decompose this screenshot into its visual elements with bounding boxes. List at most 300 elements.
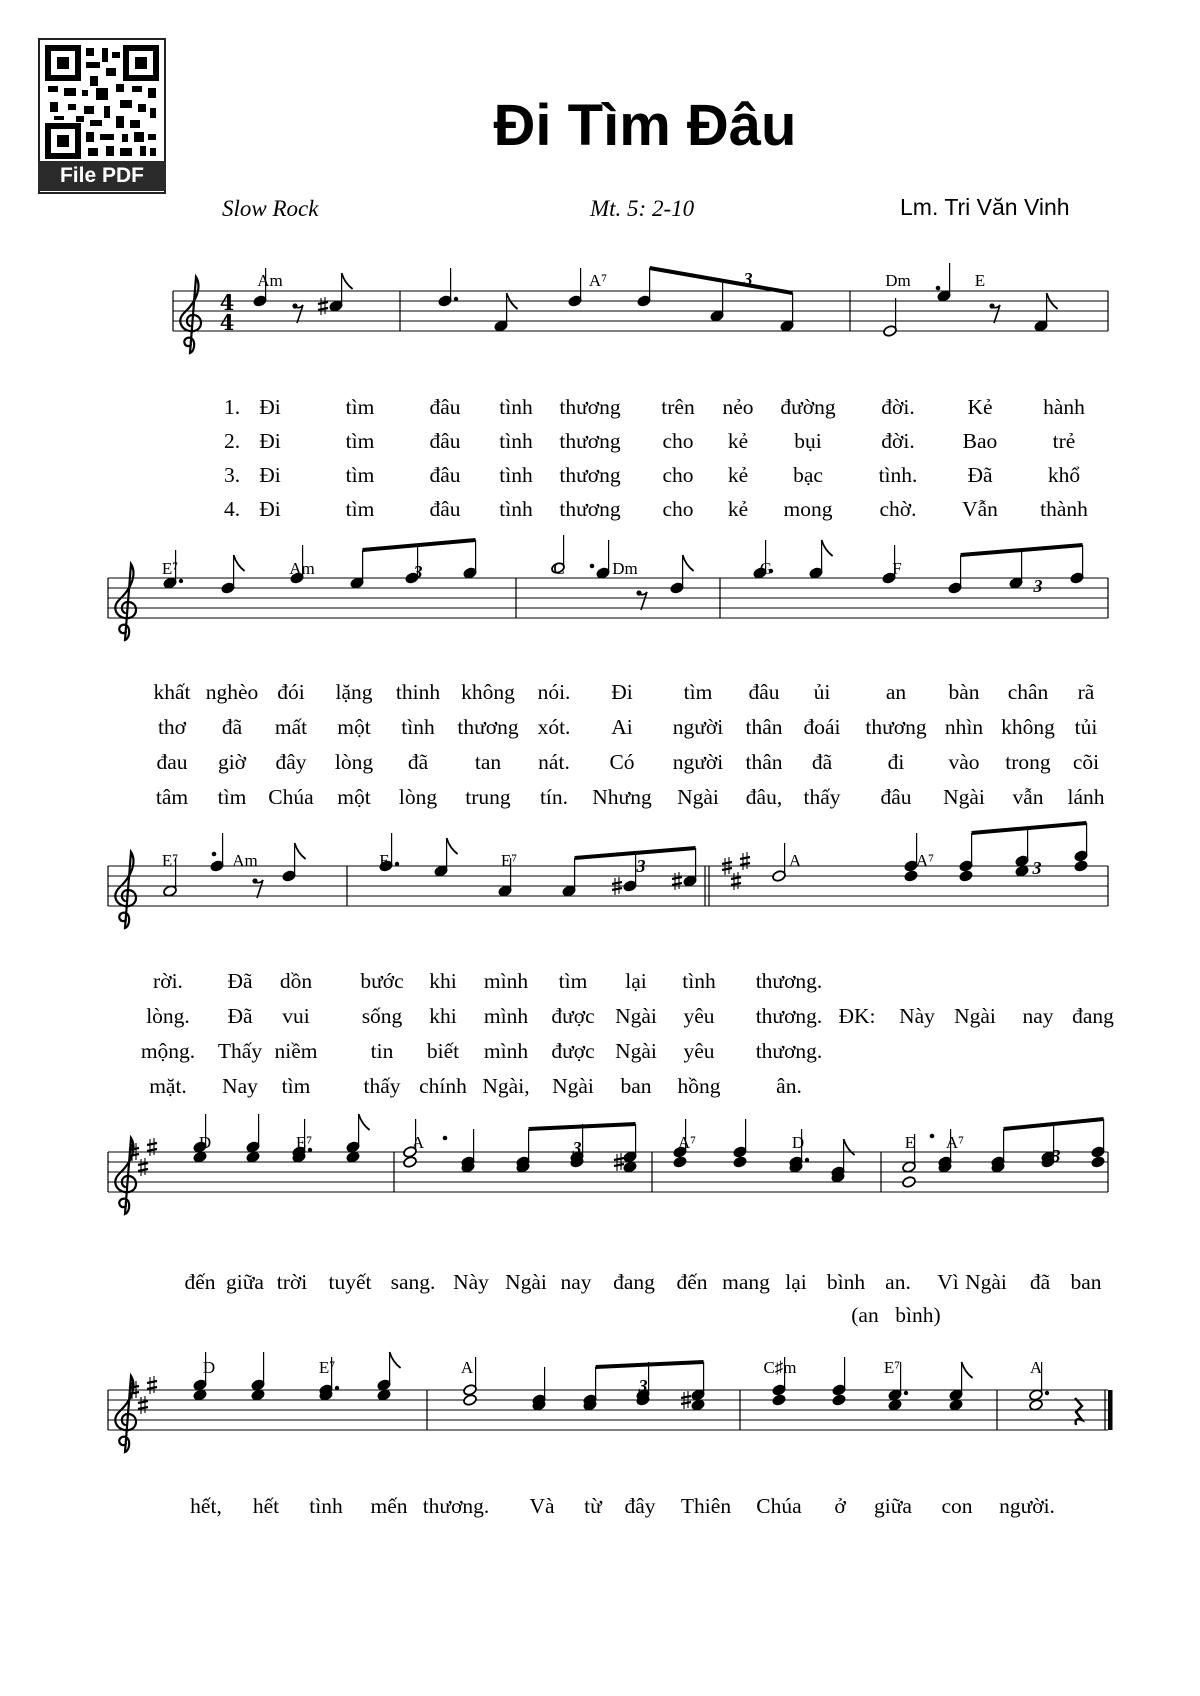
treble-clef <box>115 564 136 640</box>
lyric-syllable: tìm <box>281 1074 311 1098</box>
note-head <box>1091 1156 1106 1169</box>
note-head <box>772 1394 787 1407</box>
chord-symbol: A⁷ <box>915 851 935 870</box>
sharp-sign <box>147 1143 157 1145</box>
lyric-syllable: mong <box>783 497 833 521</box>
sharp-sign <box>318 308 328 310</box>
lyric-syllable: tình <box>682 969 716 993</box>
lyric-syllable: thương. <box>755 1039 823 1063</box>
sharp-sign <box>740 857 750 859</box>
breath-mark <box>930 1134 935 1139</box>
lyric-syllable: tình <box>499 395 533 419</box>
treble-clef <box>115 852 136 928</box>
lyric-syllable: mang <box>722 1270 770 1294</box>
note-flag <box>359 1114 370 1130</box>
lyric-syllable: Vẫn <box>962 497 998 521</box>
note-head <box>403 1156 418 1169</box>
lyric-syllable: ân. <box>776 1074 802 1098</box>
lyric-syllable: nát. <box>538 750 570 774</box>
note-head <box>1074 860 1089 873</box>
lyric-syllable: 2. <box>223 429 241 453</box>
sharp-sign <box>672 877 682 879</box>
lyric-syllable: Chúa <box>756 1494 802 1518</box>
lyric-syllable: nẻo <box>722 395 754 419</box>
lyric-syllable: Ngài <box>615 1039 657 1063</box>
lyric-syllable: Ai <box>611 715 633 739</box>
lyric-syllable: tuyết <box>328 1270 372 1294</box>
lyric-syllable: thấy <box>363 1074 401 1098</box>
file-pdf-label[interactable]: File PDF <box>38 161 166 191</box>
note-flag <box>822 540 833 556</box>
eighth-rest <box>992 305 1000 323</box>
sharp-sign <box>138 1407 148 1409</box>
lyric-syllable: người. <box>999 1494 1055 1518</box>
lyric-syllable: thương <box>865 715 927 739</box>
lyric-syllable: lặng <box>335 680 373 704</box>
lyric-syllable: thương. <box>755 969 823 993</box>
chord-symbol: A⁷ <box>588 271 608 290</box>
lyric-syllable: tìm <box>683 680 713 704</box>
chord-symbol: Dm <box>612 559 638 578</box>
note-head <box>902 1176 917 1189</box>
lyric-syllable: tìm <box>558 969 588 993</box>
lyric-syllable: đâu <box>429 429 461 453</box>
treble-clef <box>180 277 201 353</box>
lyric-syllable: vui <box>282 1004 310 1028</box>
lyric-syllable: không <box>461 680 515 704</box>
lyric-syllable: Và <box>529 1494 555 1518</box>
chord-symbol: Am <box>289 559 315 578</box>
lyric-syllable: ban <box>620 1074 652 1098</box>
lyric-syllable: đang <box>613 1270 655 1294</box>
lyric-syllable: chờ. <box>879 497 917 521</box>
lyric-syllable: Này <box>453 1270 489 1294</box>
lyric-syllable: rời. <box>153 969 183 993</box>
lyric-syllable: tìm <box>217 785 247 809</box>
note-dot <box>179 579 183 583</box>
eighth-rest <box>295 305 303 323</box>
lyric-syllable: thơ <box>157 715 187 739</box>
lyric-syllable: nay <box>1022 1004 1054 1028</box>
lyric-syllable: Bao <box>962 429 998 453</box>
note-dot <box>395 862 399 866</box>
breath-mark <box>443 1136 448 1141</box>
lyric-syllable: đói <box>277 680 305 704</box>
lyric-syllable: Thấy <box>217 1039 263 1063</box>
note-flag <box>844 1139 855 1155</box>
lyric-syllable: mặt. <box>149 1074 187 1098</box>
lyric-syllable: lánh <box>1067 785 1105 809</box>
triplet-mark: 3 <box>636 856 646 876</box>
lyric-syllable: bạc <box>793 463 823 487</box>
time-signature-top: 4 <box>219 290 235 315</box>
sharp-sign <box>722 862 732 864</box>
sharp-sign <box>147 1149 157 1151</box>
chord-symbol: A <box>1029 1358 1043 1377</box>
lyric-syllable: tìm <box>345 497 375 521</box>
lyric-syllable: khi <box>429 1004 457 1028</box>
chord-symbol: D <box>198 1133 212 1152</box>
sharp-sign <box>147 1381 157 1383</box>
note-dot <box>454 297 458 301</box>
lyric-syllable: một <box>337 715 371 739</box>
chord-symbol: E⁷ <box>295 1133 313 1152</box>
lyric-syllable: 1. <box>223 395 241 419</box>
lyric-syllable: đã <box>811 750 833 774</box>
lyric-syllable: thương. <box>755 1004 823 1028</box>
lyric-syllable: tình. <box>878 463 918 487</box>
lyric-syllable: Ngài <box>965 1270 1007 1294</box>
lyric-syllable: thinh <box>395 680 441 704</box>
lyric-syllable: Đi <box>259 395 281 419</box>
lyric-syllable: yêu <box>683 1039 715 1063</box>
lyric-syllable: được <box>551 1004 595 1028</box>
lyric-syllable: kẻ <box>727 463 749 487</box>
lyric-syllable: Đi <box>259 429 281 453</box>
breath-mark <box>936 286 941 291</box>
lyric-syllable: trung <box>465 785 511 809</box>
lyric-syllable: tủi <box>1074 715 1098 739</box>
lyric-syllable: mình <box>483 969 529 993</box>
chord-symbol: Dm <box>885 271 911 290</box>
chord-symbol: E⁷ <box>161 851 179 870</box>
lyric-syllable: Ngài <box>552 1074 594 1098</box>
lyric-syllable: thương <box>457 715 519 739</box>
lyric-syllable: trong <box>1005 750 1051 774</box>
chord-symbol: Am <box>232 851 258 870</box>
sharp-sign <box>612 888 622 890</box>
triplet-mark: 3 <box>638 1376 648 1396</box>
lyric-syllable: Nhưng <box>592 785 652 809</box>
lyric-syllable: vẫn <box>1012 785 1044 809</box>
chord-symbol: D <box>791 1133 805 1152</box>
lyric-syllable: tình <box>499 429 533 453</box>
note-flag <box>390 1352 401 1368</box>
lyric-syllable: ủi <box>813 680 831 704</box>
chord-symbol: E⁷ <box>500 851 518 870</box>
lyric-syllable: Ngài <box>677 785 719 809</box>
chord-symbol: A⁷ <box>677 1133 697 1152</box>
lyric-syllable: ở <box>834 1494 846 1518</box>
sharp-sign <box>614 1164 624 1166</box>
lyric-syllable: tìm <box>345 395 375 419</box>
lyric-syllable: thân <box>745 750 783 774</box>
lyric-syllable: tìm <box>345 429 375 453</box>
eighth-rest <box>639 592 647 610</box>
note-dot <box>335 1386 339 1390</box>
triplet-mark: 3 <box>743 269 753 289</box>
lyric-syllable: yêu <box>683 1004 715 1028</box>
triplet-mark: 3 <box>1032 858 1042 878</box>
lyric-syllable: thương <box>559 497 621 521</box>
lyric-syllable: thương. <box>422 1494 490 1518</box>
note-beam <box>972 823 1087 833</box>
chord-symbol: Am <box>257 271 283 290</box>
lyric-syllable: nhìn <box>944 715 984 739</box>
lyric-syllable: người <box>672 750 724 774</box>
lyric-syllable: đây <box>624 1494 656 1518</box>
lyric-syllable: con <box>941 1494 973 1518</box>
lyric-syllable: Vì <box>937 1270 959 1294</box>
lyric-syllable: cõi <box>1072 750 1100 774</box>
quarter-rest <box>1075 1398 1082 1425</box>
lyric-syllable: đường <box>780 395 836 419</box>
lyric-syllable: đến <box>676 1270 708 1294</box>
lyric-syllable: mình <box>483 1004 529 1028</box>
sharp-sign <box>672 883 682 885</box>
lyric-syllable: lại <box>625 969 647 993</box>
lyric-syllable: bình) <box>895 1303 941 1327</box>
lyric-syllable: Ngài <box>943 785 985 809</box>
lyric-syllable: rã <box>1077 680 1095 704</box>
breath-mark <box>590 564 595 569</box>
note-head <box>904 870 919 883</box>
lyric-syllable: Thiên <box>680 1494 732 1518</box>
lyric-syllable: Ngài <box>615 1004 657 1028</box>
lyric-syllable: Chúa <box>268 785 314 809</box>
note-flag <box>342 273 353 289</box>
time-signature-bottom: 4 <box>219 310 235 335</box>
lyric-syllable: Kẻ <box>967 395 993 419</box>
lyric-syllable: giữa <box>226 1270 264 1294</box>
song-title: Đi Tìm Đâu <box>493 93 797 158</box>
lyric-syllable: thành <box>1040 497 1088 521</box>
lyric-syllable: hành <box>1043 395 1085 419</box>
lyric-syllable: đây <box>275 750 307 774</box>
lyric-syllable: tình <box>401 715 435 739</box>
lyric-syllable: lòng. <box>146 1004 190 1028</box>
lyric-syllable: tình <box>309 1494 343 1518</box>
lyric-syllable: cho <box>662 497 694 521</box>
lyric-syllable: đoái <box>803 715 841 739</box>
lyric-syllable: Ngài <box>505 1270 547 1294</box>
sharp-sign <box>138 1169 148 1171</box>
note-flag <box>447 838 458 854</box>
note-beam <box>650 268 793 293</box>
chord-symbol: A⁷ <box>945 1133 965 1152</box>
triplet-mark: 3 <box>1051 1146 1061 1166</box>
lyric-syllable: bình <box>826 1270 866 1294</box>
lyric-syllable: giữa <box>874 1494 912 1518</box>
note-head <box>733 1156 748 1169</box>
note-dot <box>1045 1391 1049 1395</box>
lyric-syllable: ban <box>1070 1270 1102 1294</box>
lyric-syllable: mất <box>274 715 308 739</box>
lyric-syllable: cho <box>662 463 694 487</box>
eighth-rest <box>255 880 263 898</box>
lyric-syllable: tin <box>370 1039 394 1063</box>
lyric-syllable: chân <box>1007 680 1049 704</box>
lyric-syllable: Đã <box>967 463 993 487</box>
chord-symbol: E⁷ <box>883 1358 901 1377</box>
sharp-sign <box>612 882 622 884</box>
composer: Lm. Tri Văn Vinh <box>900 194 1070 220</box>
lyric-syllable: giờ <box>217 750 247 774</box>
note-head <box>463 1394 478 1407</box>
note-flag <box>683 555 694 571</box>
lyric-syllable: bụi <box>794 429 822 453</box>
lyric-syllable: 4. <box>223 497 241 521</box>
lyric-syllable: Đã <box>227 969 253 993</box>
chord-symbol: E⁷ <box>161 559 179 578</box>
lyric-syllable: dồn <box>279 969 313 993</box>
lyric-syllable: kẻ <box>727 429 749 453</box>
note-flag <box>962 1362 973 1378</box>
sharp-sign <box>138 1401 148 1403</box>
lyric-syllable: lòng <box>334 750 374 774</box>
lyric-syllable: đi <box>887 750 905 774</box>
chord-symbol: E <box>904 1133 916 1152</box>
chord-symbol: F <box>892 559 902 578</box>
lyric-syllable: đời. <box>881 429 915 453</box>
sharp-sign <box>731 883 741 885</box>
sharp-sign <box>740 863 750 865</box>
sharp-sign <box>731 877 741 879</box>
lyric-syllable: tan <box>474 750 502 774</box>
lyric-syllable: Ngài <box>954 1004 996 1028</box>
chord-symbol: E⁷ <box>318 1358 336 1377</box>
note-dot <box>805 1158 809 1162</box>
lyric-syllable: đã <box>407 750 429 774</box>
chord-symbol: A <box>411 1133 425 1152</box>
lyric-syllable: đâu <box>880 785 912 809</box>
note-head <box>959 870 974 883</box>
note-head <box>832 1394 847 1407</box>
lyric-syllable: hồng <box>677 1074 721 1098</box>
lyric-syllable: đã <box>1029 1270 1051 1294</box>
sharp-sign <box>318 302 328 304</box>
lyric-syllable: nay <box>560 1270 592 1294</box>
lyric-syllable: 3. <box>223 463 241 487</box>
sharp-sign <box>147 1387 157 1389</box>
lyric-syllable: Đi <box>611 680 633 704</box>
lyric-syllable: đời. <box>881 395 915 419</box>
sharp-sign <box>614 1158 624 1160</box>
lyric-syllable: một <box>337 785 371 809</box>
tempo-marking: Slow Rock <box>222 196 319 221</box>
lyric-syllable: đến <box>184 1270 216 1294</box>
note-dot <box>904 1391 908 1395</box>
final-bar-thick <box>1108 1390 1113 1430</box>
lyric-syllable: Đã <box>227 1004 253 1028</box>
chord-symbol: C♯m <box>763 1358 797 1377</box>
lyric-syllable: lại <box>785 1270 807 1294</box>
lyric-syllable: trời <box>276 1270 308 1294</box>
lyric-syllable: ĐK: <box>838 1004 876 1028</box>
lyric-syllable: Đi <box>259 463 281 487</box>
lyric-syllable: đâu <box>429 395 461 419</box>
note-flag <box>234 555 245 571</box>
lyric-syllable: khi <box>429 969 457 993</box>
chord-symbol: A <box>788 851 802 870</box>
lyric-syllable: đau <box>156 750 188 774</box>
lyric-syllable: cho <box>662 429 694 453</box>
scripture-reference: Mt. 5: 2-10 <box>590 196 695 221</box>
lyric-syllable: vào <box>948 750 980 774</box>
lyric-syllable: nghèo <box>205 680 259 704</box>
lyric-syllable: đang <box>1072 1004 1114 1028</box>
triplet-mark: 3 <box>572 1138 582 1158</box>
lyric-syllable: an <box>885 680 907 704</box>
sharp-sign <box>681 1402 691 1404</box>
chord-symbol: G <box>759 559 773 578</box>
lyric-syllable: an. <box>885 1270 911 1294</box>
lyric-syllable: tình <box>499 497 533 521</box>
chord-symbol: C <box>553 559 565 578</box>
lyric-syllable: Có <box>609 750 635 774</box>
lyric-syllable: đã <box>221 715 243 739</box>
lyric-syllable: đâu <box>748 680 780 704</box>
triplet-mark: 3 <box>1033 576 1043 596</box>
note-flag <box>295 843 306 859</box>
lyric-syllable: bước <box>360 969 404 993</box>
lyric-syllable: Này <box>899 1004 935 1028</box>
lyric-syllable: thương <box>559 429 621 453</box>
lyric-syllable: mến <box>370 1494 408 1518</box>
lyric-syllable: Đi <box>259 497 281 521</box>
lyric-syllable: sang. <box>390 1270 436 1294</box>
lyric-syllable: không <box>1001 715 1055 739</box>
lyric-syllable: khất <box>153 680 191 704</box>
note-beam <box>596 1362 704 1367</box>
chord-symbol: D <box>202 1358 216 1377</box>
lyric-syllable: nói. <box>537 680 571 704</box>
lyric-syllable: mình <box>483 1039 529 1063</box>
lyric-syllable: trẻ <box>1052 429 1076 453</box>
lyric-syllable: tâm <box>155 785 189 809</box>
lyric-syllable: sống <box>361 1004 403 1028</box>
note-beam <box>363 540 476 550</box>
lyric-syllable: chính <box>419 1074 467 1098</box>
lyric-syllable: hết <box>252 1494 280 1518</box>
lyric-syllable: bàn <box>948 680 980 704</box>
chord-symbol: E <box>974 271 986 290</box>
lyric-syllable: thương <box>559 463 621 487</box>
triplet-mark: 3 <box>413 562 423 582</box>
chord-symbol: A <box>460 1358 474 1377</box>
chord-symbol: F <box>379 851 389 870</box>
lyric-syllable: Ngài, <box>482 1074 530 1098</box>
lyric-syllable: thấy <box>803 785 841 809</box>
note-head <box>673 1156 688 1169</box>
lyric-syllable: xót. <box>537 715 571 739</box>
lyric-syllable: thương <box>559 395 621 419</box>
lyric-syllable: được <box>551 1039 595 1063</box>
lyric-syllable: người <box>672 715 724 739</box>
lyric-syllable: Nay <box>222 1074 258 1098</box>
lyric-syllable: đâu <box>429 463 461 487</box>
lyric-syllable: đâu, <box>745 785 783 809</box>
lyric-syllable: hết, <box>190 1494 222 1518</box>
lyric-syllable: khổ <box>1047 463 1081 487</box>
lyric-syllable: mộng. <box>140 1039 196 1063</box>
lyric-syllable: đâu <box>429 497 461 521</box>
lyric-syllable: tình <box>499 463 533 487</box>
lyric-syllable: thân <box>745 715 783 739</box>
lyric-syllable: kẻ <box>727 497 749 521</box>
lyric-syllable: từ <box>584 1494 602 1518</box>
breath-mark <box>212 852 217 857</box>
sharp-sign <box>722 868 732 870</box>
lyric-syllable: niềm <box>274 1039 318 1063</box>
sharp-sign <box>681 1396 691 1398</box>
lyric-syllable: tín. <box>539 785 569 809</box>
lyric-syllable: lòng <box>398 785 438 809</box>
lyric-syllable: (an <box>851 1303 879 1327</box>
sharp-sign <box>138 1163 148 1165</box>
lyric-syllable: biết <box>426 1039 460 1063</box>
lyric-syllable: trên <box>661 395 695 419</box>
